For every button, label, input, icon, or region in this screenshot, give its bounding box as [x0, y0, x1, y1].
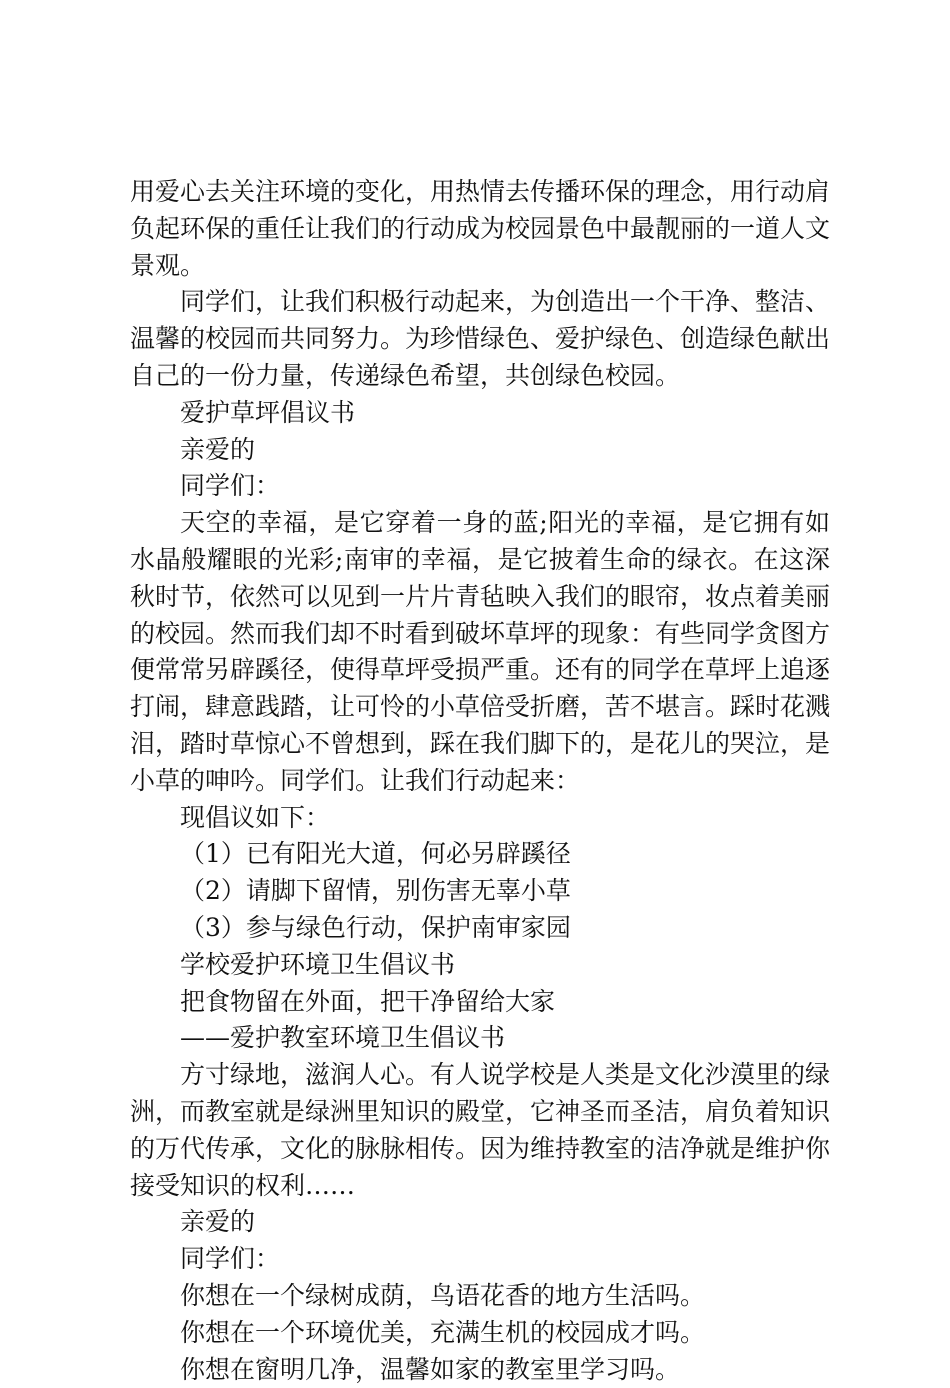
slogan-line: 把食物留在外面，把干净留给大家 — [130, 984, 830, 1021]
salutation-dear-2: 亲爱的 — [130, 1204, 830, 1241]
heading-lawn-proposal: 爱护草坪倡议书 — [130, 395, 830, 432]
question-line-3: 你想在窗明几净，温馨如家的教室里学习吗。 — [130, 1352, 830, 1388]
proposal-item-2: （2）请脚下留情，别伤害无辜小草 — [130, 873, 830, 910]
salutation-dear: 亲爱的 — [130, 432, 830, 469]
document-body — [130, 174, 830, 1388]
proposal-intro: 现倡议如下： — [130, 800, 830, 837]
question-line-1: 你想在一个绿树成荫，鸟语花香的地方生活吗。 — [130, 1278, 830, 1315]
heading-school-hygiene-proposal: 学校爱护环境卫生倡议书 — [130, 947, 830, 984]
proposal-item-1: （1）已有阳光大道，何必另辟蹊径 — [130, 836, 830, 873]
paragraph-classroom-body: 方寸绿地，滋润人心。有人说学校是人类是文化沙漠里的绿洲，而教室就是绿洲里知识的殿堂，它神圣而圣洁，肩负着知识的万代传承，文化的脉脉相传。因为维持教室的洁净就是维护你接受知识的权利…… — [130, 1057, 830, 1204]
question-line-2: 你想在一个环境优美，充满生机的校园成才吗。 — [130, 1315, 830, 1352]
proposal-item-3: （3）参与绿色行动，保护南审家园 — [130, 910, 830, 947]
paragraph-call-to-action: 同学们，让我们积极行动起来，为创造出一个干净、整洁、温馨的校园而共同努力。为珍惜绿色、爱护绿色、创造绿色献出自己的一份力量，传递绿色希望，共创绿色校园。 — [130, 284, 830, 394]
subheading-classroom-hygiene: ——爱护教室环境卫生倡议书 — [130, 1020, 830, 1057]
paragraph-environment-closing: 用爱心去关注环境的变化，用热情去传播环保的理念，用行动肩负起环保的重任让我们的行动成为校园景色中最靓丽的一道人文景观。 — [130, 174, 830, 284]
salutation-students: 同学们： — [130, 468, 830, 505]
salutation-students-2: 同学们： — [130, 1241, 830, 1278]
paragraph-lawn-body: 天空的幸福，是它穿着一身的蓝;阳光的幸福，是它拥有如水晶般耀眼的光彩;南审的幸福，是它披着生命的绿衣。在这深秋时节，依然可以见到一片片青毡映入我们的眼帘，妆点着美丽的校园。然而我们却不时看到破坏草坪的现象：有些同学贪图方便常常另辟蹊径，使得草坪受损严重。还有的同学在草坪上追逐打闹，肆意践踏，让可怜的小草倍受折磨，苦不堪言。踩时花溅泪，踏时草惊心不曾想到，踩在我们脚下的，是花儿的哭泣，是小草的呻吟。同学们。让我们行动起来： — [130, 505, 830, 799]
